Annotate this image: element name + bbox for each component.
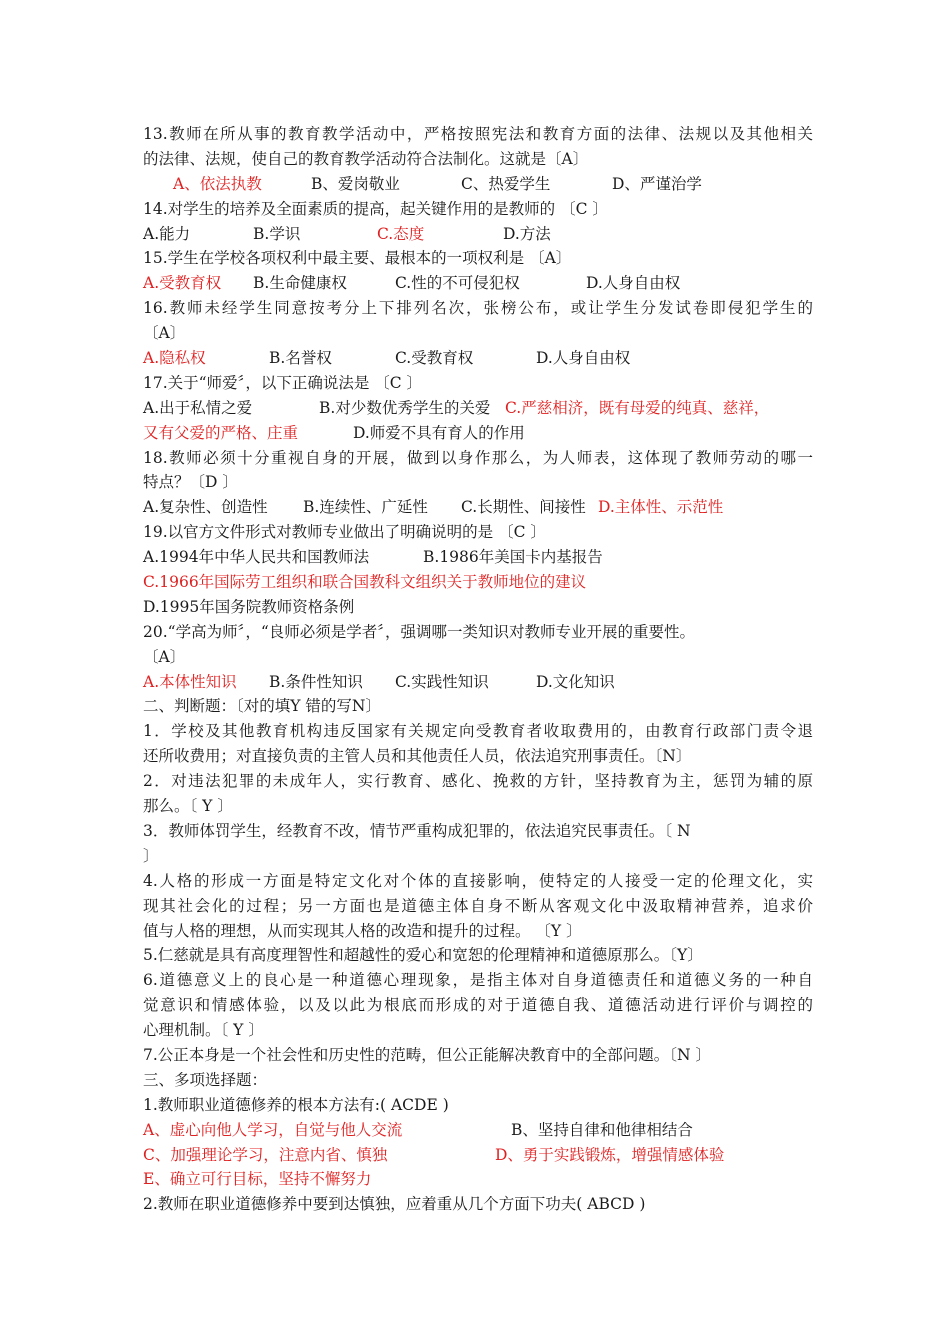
q18-options xyxy=(143,495,813,520)
m1-option-c: C、加强理论学习，注意内省、慎独 xyxy=(143,1145,388,1164)
j1-line2: 还所收费用；对直接负责的主管人员和其他责任人员，依法追究刑事责任。〔N〕 xyxy=(143,747,692,766)
j7-line1: 7.公正本身是一个社会性和历史性的范畴，但公正能解决教育中的全部问题。〔N 〕 xyxy=(143,1045,712,1064)
q20-options xyxy=(143,670,813,695)
q16-option-a: A.隐私权 xyxy=(143,349,206,368)
q15-option-b: B.生命健康权 xyxy=(253,274,347,293)
q14-options xyxy=(143,222,813,247)
j2-line2: 那么。〔 Y 〕 xyxy=(143,797,233,816)
q20-option-c: C.实践性知识 xyxy=(395,672,489,691)
q19-option-d: D.1995年国务院教师资格条例 xyxy=(143,597,355,616)
q18-stem-line1: 18.教师必须十分重视自身的开展，做到以身作那么，为人师表，这体现了教师劳动的哪一 xyxy=(143,448,813,467)
q13-options xyxy=(143,172,813,197)
q17-options-line1 xyxy=(143,396,813,421)
q20-option-a: A.本体性知识 xyxy=(143,672,237,691)
q18-stem-line2: 特点？〔D 〕 xyxy=(143,473,238,492)
q13-option-b: B、爱岗敬业 xyxy=(311,174,400,193)
j3-line1: 3．教师体罚学生，经教育不改，情节严重构成犯罪的，依法追究民事责任。〔 N xyxy=(143,821,691,840)
q16-option-d: D.人身自由权 xyxy=(536,349,631,368)
j4-line2: 现其社会化的过程；另一方面也是道德主体自身不断从客观文化中汲取精神营养，追求价 xyxy=(143,896,813,915)
section3-heading: 三、多项选择题： xyxy=(143,1070,268,1089)
q17-option-c-part1: C.严慈相济，既有母爱的纯真、慈祥， xyxy=(505,398,770,417)
q20-stem-line1: 20.“学高为师〞，“良师必须是学者〞，强调哪一类知识对教师专业开展的重要性。 xyxy=(143,622,696,641)
q16-stem-line2: 〔A〕 xyxy=(143,324,186,343)
m1-options-line1 xyxy=(143,1118,813,1143)
q15-option-d: D.人身自由权 xyxy=(586,274,681,293)
q16-option-c: C.受教育权 xyxy=(395,349,474,368)
j6-line2: 觉意识和情感体验，以及以此为根底而形成的对于道德自我、道德活动进行评价与调控的 xyxy=(143,996,813,1015)
q15-stem: 15.学生在学校各项权利中最主要、最根本的一项权利是 〔A〕 xyxy=(143,249,572,268)
q18-option-a: A.复杂性、创造性 xyxy=(143,498,268,517)
q16-option-b: B.名誉权 xyxy=(269,349,332,368)
j1-line1: 1．学校及其他教育机构违反国家有关规定向受教育者收取费用的，由教育行政部门责令退 xyxy=(143,722,813,741)
section2-heading: 二、判断题：〔对的填Y 错的写N〕 xyxy=(143,697,381,716)
q18-option-b: B.连续性、广延性 xyxy=(303,498,428,517)
q14-option-c: C.态度 xyxy=(377,224,425,243)
j3-line2: 〕 xyxy=(143,846,159,865)
q13-option-a: A、依法执教 xyxy=(173,174,262,193)
q16-options xyxy=(143,346,813,371)
q20-option-b: B.条件性知识 xyxy=(269,672,363,691)
m1-option-d: D、勇于实践锻炼，增强情感体验 xyxy=(495,1145,725,1164)
j2-line1: 2．对违法犯罪的未成年人，实行教育、感化、挽救的方针，坚持教育为主，惩罚为辅的原 xyxy=(143,772,813,791)
m1-stem: 1.教师职业道德修养的根本方法有:( ACDE ) xyxy=(143,1095,449,1114)
m1-options-line2 xyxy=(143,1143,813,1168)
q15-option-c: C.性的不可侵犯权 xyxy=(395,274,520,293)
q14-option-b: B.学识 xyxy=(253,224,301,243)
q13-option-d: D、严谨治学 xyxy=(612,174,702,193)
q14-option-a: A.能力 xyxy=(143,224,191,243)
q19-options-line1 xyxy=(143,545,813,570)
q15-options xyxy=(143,271,813,296)
q15-option-a: A.受教育权 xyxy=(143,274,222,293)
q17-option-d: D.师爱不具有育人的作用 xyxy=(353,423,525,442)
q17-options-line2 xyxy=(143,421,813,446)
q18-option-d: D.主体性、示范性 xyxy=(598,498,724,517)
q20-stem-line2: 〔A〕 xyxy=(143,647,186,666)
j6-line3: 心理机制。〔 Y 〕 xyxy=(143,1021,264,1040)
j5-line1: 5.仁慈就是具有高度理智性和超越性的爱心和宽恕的伦理精神和道德原那么。〔Y〕 xyxy=(143,946,703,965)
j6-line1: 6.道德意义上的良心是一种道德心理现象，是指主体对自身道德责任和道德义务的一种自 xyxy=(143,971,813,990)
q14-stem: 14.对学生的培养及全面素质的提高，起关键作用的是教师的 〔C 〕 xyxy=(143,199,608,218)
q17-stem: 17.关于“师爱〞，以下正确说法是 〔C 〕 xyxy=(143,373,423,392)
q17-option-c-part2: 又有父爱的严格、庄重 xyxy=(143,423,299,442)
q19-option-a: A.1994年中华人民共和国教师法 xyxy=(143,548,370,567)
m1-option-e: E、确立可行目标，坚持不懈努力 xyxy=(143,1170,372,1189)
m1-option-a: A、虚心向他人学习，自觉与他人交流 xyxy=(143,1120,403,1139)
q17-option-a: A.出于私情之爱 xyxy=(143,398,253,417)
j4-line3: 值与人格的理想，从而实现其人格的改造和提升的过程。 〔Y 〕 xyxy=(143,921,582,940)
q17-option-b: B.对少数优秀学生的关爱 xyxy=(319,398,491,417)
m2-stem: 2.教师在职业道德修养中要到达慎独，应着重从几个方面下功夫( ABCD ) xyxy=(143,1195,646,1214)
q19-option-c: C.1966年国际劳工组织和联合国教科文组织关于教师地位的建议 xyxy=(143,573,587,592)
q16-stem-line1: 16.教师未经学生同意按考分上下排列名次，张榜公布，或让学生分发试卷即侵犯学生的 xyxy=(143,299,813,318)
q13-stem-line1: 13.教师在所从事的教育教学活动中，严格按照宪法和教育方面的法律、法规以及其他相关 xyxy=(143,125,813,143)
document-page xyxy=(143,122,813,1217)
j4-line1: 4.人格的形成一方面是特定文化对个体的直接影响，使特定的人接受一定的伦理文化，实 xyxy=(143,871,813,890)
q19-option-b: B.1986年美国卡内基报告 xyxy=(423,548,603,567)
q14-option-d: D.方法 xyxy=(503,224,551,243)
q20-option-d: D.文化知识 xyxy=(536,672,615,691)
q13-option-c: C、热爱学生 xyxy=(461,174,551,193)
q18-option-c: C.长期性、间接性 xyxy=(461,498,586,517)
q19-stem: 19.以官方文件形式对教师专业做出了明确说明的是 〔C 〕 xyxy=(143,523,546,542)
m1-option-b: B、坚持自律和他律相结合 xyxy=(511,1120,693,1139)
q13-stem-line2: 的法律、法规，使自己的教育教学活动符合法制化。这就是〔A〕 xyxy=(143,149,589,168)
